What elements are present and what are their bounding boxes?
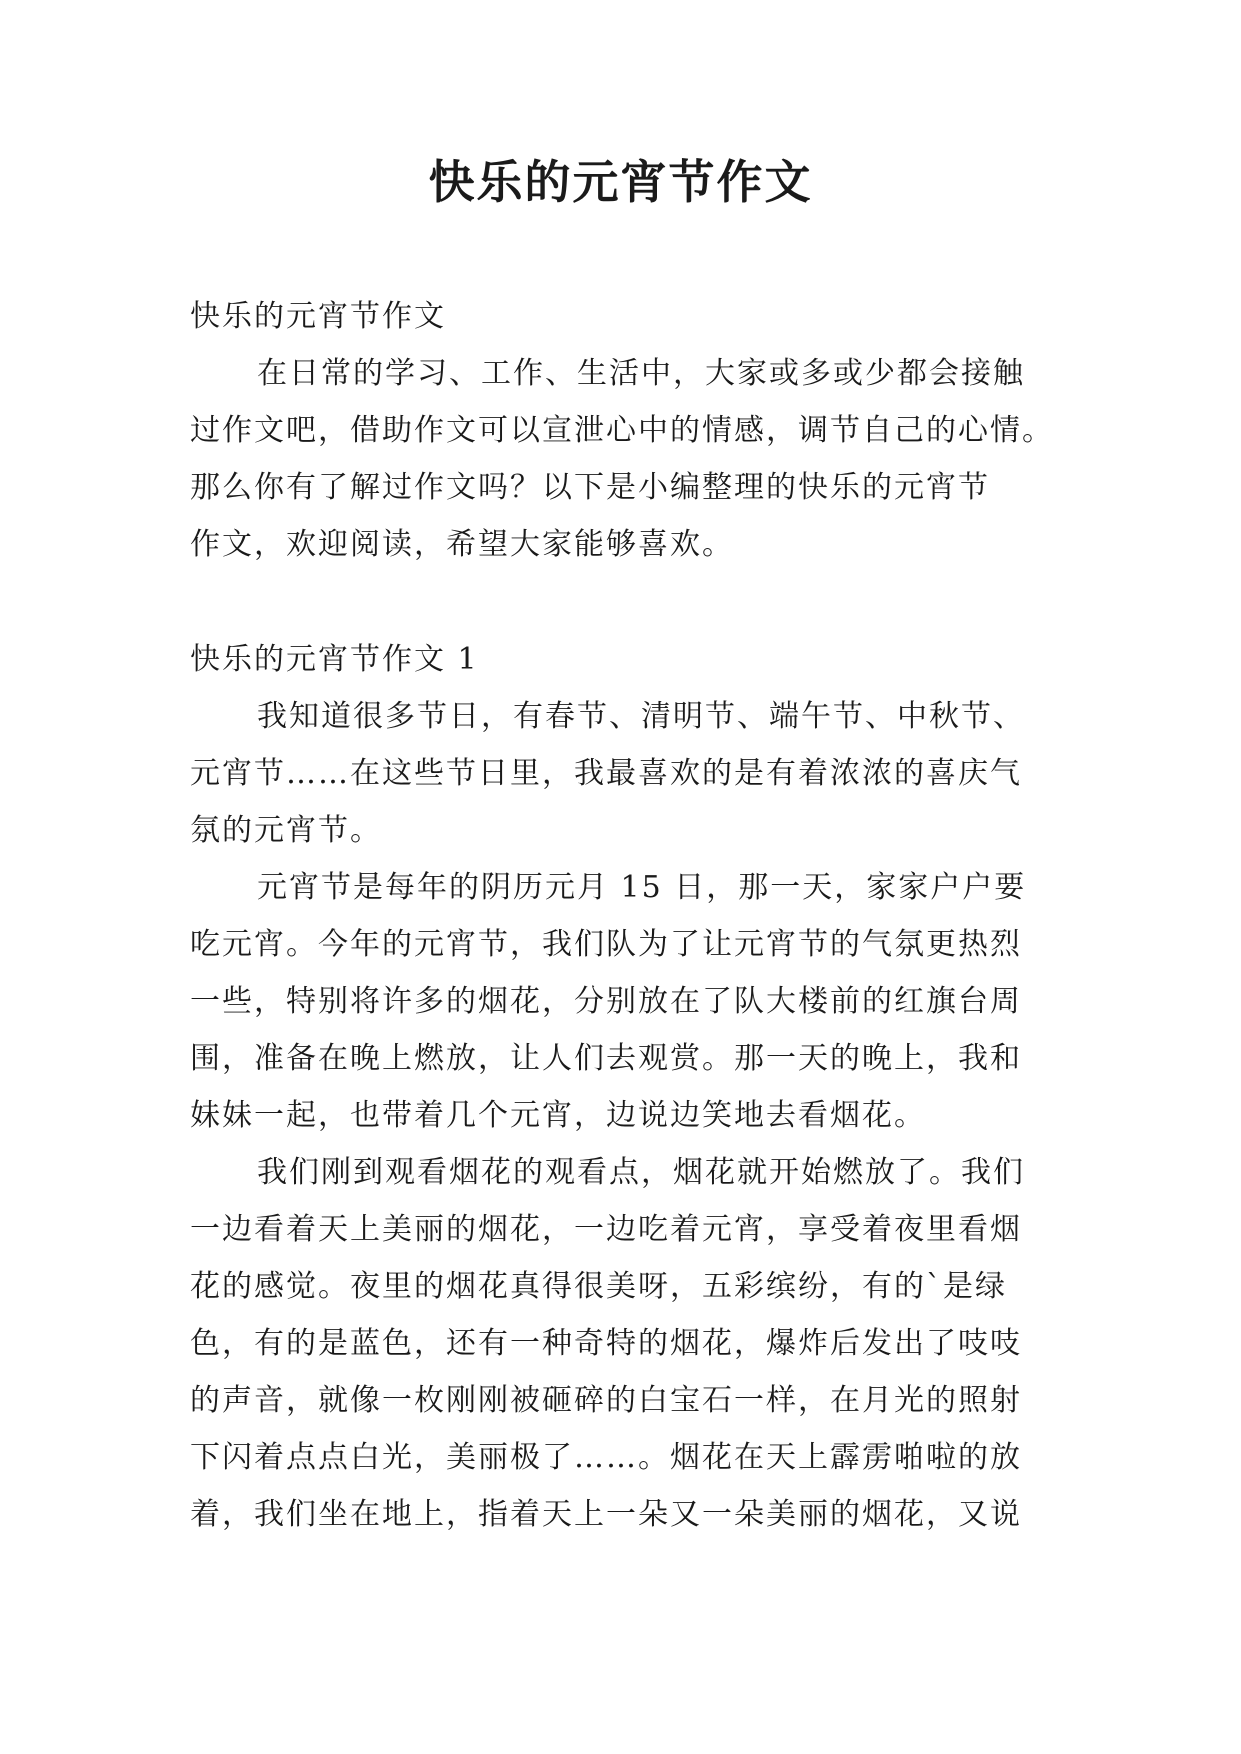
heading-line: 快乐的元宵节作文 1 bbox=[190, 642, 479, 677]
paragraph-line: 花的感觉。夜里的烟花真得很美呀，五彩缤纷，有的`是绿 bbox=[190, 1269, 1007, 1304]
paragraph-line: 下闪着点点白光，美丽极了……。烟花在天上霹雳啪啦的放 bbox=[190, 1440, 1022, 1475]
document-title: 快乐的元宵节作文 bbox=[428, 155, 813, 209]
paragraph-line: 一边看着天上美丽的烟花，一边吃着元宵，享受着夜里看烟 bbox=[190, 1212, 1022, 1247]
paragraph-line: 元宵节是每年的阴历元月 15 日，那一天，家家户户要 bbox=[257, 870, 1027, 905]
paragraph-line: 我知道很多节日，有春节、清明节、端午节、中秋节、 bbox=[257, 699, 1025, 734]
heading-line: 快乐的元宵节作文 bbox=[190, 299, 446, 334]
paragraph-line: 元宵节……在这些节日里，我最喜欢的是有着浓浓的喜庆气 bbox=[190, 756, 1022, 791]
paragraph-line: 色，有的是蓝色，还有一种奇特的烟花，爆炸后发出了吱吱 bbox=[190, 1326, 1022, 1361]
paragraph-line: 吃元宵。今年的元宵节，我们队为了让元宵节的气氛更热烈 bbox=[190, 927, 1022, 962]
paragraph-line: 过作文吧，借助作文可以宣泄心中的情感，调节自己的心情。 bbox=[190, 413, 1054, 448]
paragraph-line: 作文，欢迎阅读，希望大家能够喜欢。 bbox=[190, 527, 734, 562]
paragraph-line: 的声音，就像一枚刚刚被砸碎的白宝石一样，在月光的照射 bbox=[190, 1383, 1022, 1418]
paragraph-line: 着，我们坐在地上，指着天上一朵又一朵美丽的烟花，又说 bbox=[190, 1497, 1022, 1532]
paragraph-line: 一些，特别将许多的烟花，分别放在了队大楼前的红旗台周 bbox=[190, 984, 1022, 1019]
paragraph-line: 围，准备在晚上燃放，让人们去观赏。那一天的晚上，我和 bbox=[190, 1041, 1022, 1076]
paragraph-line: 那么你有了解过作文吗？以下是小编整理的快乐的元宵节 bbox=[190, 470, 990, 505]
paragraph-line: 妹妹一起，也带着几个元宵，边说边笑地去看烟花。 bbox=[190, 1098, 926, 1133]
paragraph-line: 在日常的学习、工作、生活中，大家或多或少都会接触 bbox=[257, 356, 1025, 391]
paragraph-line: 我们刚到观看烟花的观看点，烟花就开始燃放了。我们 bbox=[257, 1155, 1025, 1190]
paragraph-line: 氛的元宵节。 bbox=[190, 813, 382, 848]
